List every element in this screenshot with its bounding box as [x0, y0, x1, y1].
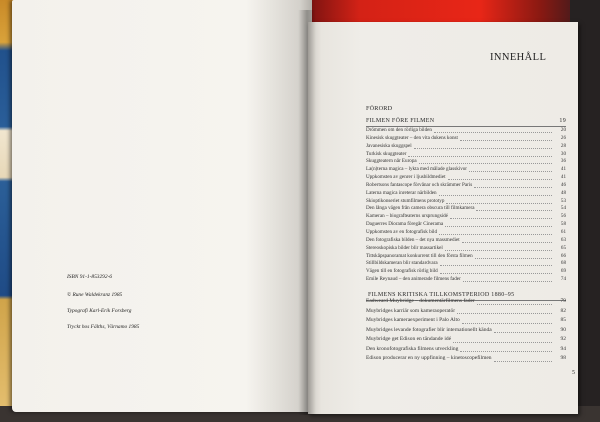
toc-leader-dots — [414, 148, 552, 149]
toc-entry — [366, 213, 566, 221]
toc-leader-dots — [450, 218, 552, 219]
toc-entry-title: Eadweard Muybridge – dokumentärfilmens fader — [366, 298, 475, 304]
toc-entry-page: 68 — [560, 260, 566, 267]
toc-leader-dots — [453, 342, 552, 343]
toc-entry-page: 41 — [560, 174, 566, 181]
toc-leader-dots — [440, 273, 552, 274]
toc-entry — [366, 190, 566, 198]
toc-leader-dots — [476, 210, 552, 211]
toc-entry-page: 41 — [560, 166, 566, 173]
isbn-line: ISBN 91-1-853292-6 — [67, 274, 113, 280]
toc-entry — [366, 298, 566, 308]
toc-entry-title: Den kronofotografiska filmens utveckling — [366, 345, 459, 352]
toc-entry-page: 48 — [560, 189, 566, 196]
toc-entry-title: Stillbildskameran blir standardvara — [366, 260, 438, 267]
toc-leader-dots — [440, 265, 552, 266]
toc-entry — [366, 268, 566, 276]
toc-entry-page: 90 — [560, 326, 566, 333]
toc-leader-dots — [434, 132, 552, 133]
toc-entry-title: Skioptikonseriet stumfilmens prototyp — [366, 197, 445, 204]
toc-leader-dots — [469, 171, 552, 172]
toc-entry-title: Emile Reynaud – den animerade filmens fader — [366, 276, 461, 283]
toc-entry-page: 85 — [560, 317, 566, 324]
toc-entry — [366, 166, 566, 174]
toc-entry-page: 36 — [560, 158, 566, 165]
toc-entry-title: La(n)terna magica – lykta med målade glasskivor — [366, 166, 467, 173]
toc-entry-page: 69 — [560, 268, 566, 275]
toc-entry-page: 26 — [560, 134, 566, 141]
toc-leader-dots — [462, 242, 552, 243]
toc-entry — [366, 355, 566, 365]
toc-entry-title: Daguerres Diorama föregår Cinerama — [366, 221, 444, 228]
page-number: 5 — [572, 370, 575, 376]
toc-leader-dots — [408, 156, 552, 157]
book-gutter — [298, 10, 316, 415]
toc-leader-dots — [494, 361, 552, 362]
toc-entry — [366, 346, 566, 356]
toc-leader-dots — [445, 226, 552, 227]
toc-leader-dots — [460, 351, 552, 352]
toc-entry-title: Robertsons fantascope förvånar och skrämmer Paris — [366, 181, 473, 188]
toc-entry-page: 63 — [560, 236, 566, 243]
toc-leader-dots — [475, 258, 552, 259]
typography-line: Typografi Karl-Erik Forsberg — [67, 308, 132, 314]
toc-entry-title: Kameran – biografteaterns ursprungsidé — [366, 213, 448, 220]
toc-entry — [366, 135, 566, 143]
section-title-2: FILMENS KRITISKA TILLKOMSTPERIOD 1880–95 — [368, 292, 515, 298]
toc-entry-title: Muybridges karriär som kameraoperatör — [366, 307, 456, 314]
toc-entry — [366, 327, 566, 337]
section-title-1-page: 19 — [559, 118, 566, 124]
toc-entry-page: 82 — [560, 307, 566, 314]
toc-entry — [366, 245, 566, 253]
toc-entry-title: Vägen till en fotografisk rörlig bild — [366, 268, 438, 275]
toc-entry — [366, 260, 566, 268]
toc-leader-dots — [462, 323, 552, 324]
toc-entry-title: Stereoskopiska bilder blir massartikel — [366, 244, 443, 251]
toc-entry-title: Edison producerar en ny uppfinning – kinetoscopefilmen — [366, 355, 492, 362]
toc-leader-dots — [463, 281, 552, 282]
toc-list-1 — [366, 127, 566, 284]
toc-entry-page: 92 — [560, 336, 566, 343]
left-page — [12, 0, 312, 412]
toc-leader-dots — [474, 187, 552, 188]
toc-entry-title: Uppkomsten av en fotografisk bild — [366, 228, 438, 235]
toc-leader-dots — [446, 203, 552, 204]
toc-entry-page: 54 — [560, 205, 566, 212]
toc-entry — [366, 253, 566, 261]
toc-list-2 — [366, 298, 566, 365]
toc-entry — [366, 317, 566, 327]
section-title-1: FILMEN FÖRE FILMEN — [366, 118, 435, 124]
toc-entry-page: 30 — [560, 150, 566, 157]
toc-entry — [366, 143, 566, 151]
toc-leader-dots — [419, 163, 552, 164]
toc-entry-title: Muybridge get Edison en tändande idé — [366, 336, 452, 343]
toc-entry — [366, 221, 566, 229]
foreword-label: FÖRORD — [366, 105, 393, 112]
toc-entry-title: Muybridges kameraexperiment i Palo Alto — [366, 317, 460, 324]
toc-entry-page: 94 — [560, 345, 566, 352]
toc-leader-dots — [477, 304, 552, 305]
toc-entry-page: 61 — [560, 228, 566, 235]
toc-entry — [366, 174, 566, 182]
toc-entry-title: Laterna magica inreterar närbilden — [366, 189, 437, 196]
toc-entry-title: Tittskåpspanoramat konkurrent till den första filmen — [366, 252, 473, 259]
toc-entry-page: 28 — [560, 142, 566, 149]
toc-leader-dots — [445, 250, 552, 251]
toc-entry-title: Den långa vägen från camera obscura till filmkamera — [366, 205, 475, 212]
toc-entry-page: 79 — [560, 298, 566, 304]
toc-leader-dots — [494, 332, 552, 333]
toc-leader-dots — [439, 195, 552, 196]
toc-entry-page: 20 — [560, 127, 566, 133]
toc-entry-page: 98 — [560, 355, 566, 362]
toc-entry-page: 58 — [560, 221, 566, 228]
toc-entry-title: Muybridges levande fotografier blir internationellt kända — [366, 326, 492, 333]
copyright-line: © Rune Waldekranz 1985 — [67, 292, 123, 298]
toc-entry-title: Drömmen om den rörliga bilden — [366, 127, 432, 133]
toc-entry-title: Javanesiska skuggspel — [366, 142, 412, 149]
toc-entry-title: Uppkomsten av genrer i ljusbildmediet — [366, 174, 446, 181]
toc-entry — [366, 229, 566, 237]
toc-entry-title: Turkisk skuggteater — [366, 150, 407, 157]
toc-entry — [366, 237, 566, 245]
toc-leader-dots — [448, 179, 552, 180]
toc-entry-page: 53 — [560, 197, 566, 204]
toc-entry-page: 66 — [560, 252, 566, 259]
toc-entry-title: Skuggteatern når Europa — [366, 158, 417, 165]
toc-entry-page: 65 — [560, 244, 566, 251]
toc-leader-dots — [439, 234, 552, 235]
printer-line: Tryckt hos Fälths, Värnamo 1985 — [67, 324, 140, 330]
toc-entry-page: 46 — [560, 181, 566, 188]
toc-leader-dots — [460, 140, 552, 141]
toc-entry-title: Kinesisk skuggteater – den vita dukens konst — [366, 134, 458, 141]
toc-entry — [366, 336, 566, 346]
toc-entry-page: 56 — [560, 213, 566, 220]
toc-entry — [366, 182, 566, 190]
toc-entry-page: 74 — [560, 276, 566, 283]
toc-leader-dots — [457, 313, 552, 314]
contents-heading: INNEHÅLL — [490, 52, 547, 63]
toc-entry — [366, 276, 566, 284]
toc-entry — [366, 127, 566, 135]
toc-entry-title: Den fotografiska bilden – det nya massmediet — [366, 236, 460, 243]
toc-entry — [366, 308, 566, 318]
